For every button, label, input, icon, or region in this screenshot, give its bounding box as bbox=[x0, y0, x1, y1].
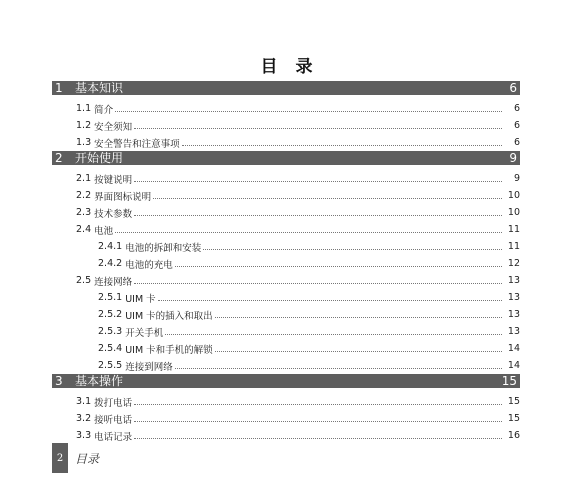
entry-number: 2.5.3 bbox=[98, 326, 123, 337]
toc-entry[interactable] bbox=[52, 170, 520, 187]
entry-title: 电池的拆卸和安装 bbox=[125, 242, 202, 254]
entry-title: 按键说明 bbox=[94, 174, 133, 186]
section-page: 15 bbox=[501, 374, 517, 388]
entry-page: 10 bbox=[507, 190, 520, 201]
page-title: 目 录 bbox=[260, 57, 319, 77]
toc-entry[interactable] bbox=[52, 393, 520, 410]
entry-page: 13 bbox=[507, 309, 520, 320]
dot-leader bbox=[115, 232, 502, 233]
dot-leader bbox=[215, 317, 502, 318]
footer-label: 目录 bbox=[75, 451, 100, 466]
toc-entry[interactable] bbox=[52, 255, 520, 272]
dot-leader bbox=[134, 404, 502, 405]
section-number: 2 bbox=[55, 151, 63, 165]
entry-title: UIM 卡和手机的解锁 bbox=[125, 344, 213, 356]
entry-page: 12 bbox=[507, 258, 520, 269]
entry-page: 9 bbox=[513, 173, 520, 184]
entry-page: 13 bbox=[507, 326, 520, 337]
section-page: 6 bbox=[509, 81, 517, 95]
entry-title: 连接到网络 bbox=[125, 361, 173, 373]
entry-number: 3.3 bbox=[76, 430, 92, 441]
section-title: 基本操作 bbox=[75, 374, 124, 388]
toc-entry[interactable] bbox=[52, 187, 520, 204]
entry-title: 电话记录 bbox=[94, 431, 133, 443]
toc-entry[interactable] bbox=[52, 221, 520, 238]
toc-entry[interactable] bbox=[52, 272, 520, 289]
toc-entry[interactable] bbox=[52, 134, 520, 151]
entry-number: 2.4.1 bbox=[98, 241, 123, 252]
table-of-contents bbox=[52, 81, 520, 444]
entry-title: 电池的充电 bbox=[125, 259, 173, 271]
dot-leader bbox=[134, 181, 502, 182]
entry-number: 1.2 bbox=[76, 120, 92, 131]
entry-title: 界面图标说明 bbox=[94, 191, 152, 203]
dot-leader bbox=[175, 266, 502, 267]
toc-entry[interactable] bbox=[52, 427, 520, 444]
toc-entry[interactable] bbox=[52, 289, 520, 306]
entry-title: 接听电话 bbox=[94, 414, 133, 426]
dot-leader bbox=[158, 300, 502, 301]
toc-section-header[interactable] bbox=[52, 151, 520, 165]
section-number: 3 bbox=[55, 374, 63, 388]
entry-number: 2.5.4 bbox=[98, 343, 123, 354]
section-title: 基本知识 bbox=[75, 81, 124, 95]
entry-title: 电池 bbox=[94, 225, 114, 237]
dot-leader bbox=[203, 249, 502, 250]
toc-entry[interactable] bbox=[52, 306, 520, 323]
dot-leader bbox=[153, 198, 502, 199]
entry-number: 1.1 bbox=[76, 103, 92, 114]
dot-leader bbox=[134, 421, 502, 422]
entry-title: UIM 卡 bbox=[125, 293, 156, 305]
entry-page: 11 bbox=[507, 224, 520, 235]
entry-title: 拨打电话 bbox=[94, 397, 133, 409]
entry-title: 开关手机 bbox=[125, 327, 164, 339]
dot-leader bbox=[115, 111, 502, 112]
entry-number: 2.5 bbox=[76, 275, 92, 286]
toc-entry[interactable] bbox=[52, 100, 520, 117]
dot-leader bbox=[134, 283, 502, 284]
section-title: 开始使用 bbox=[75, 151, 124, 165]
entry-page: 6 bbox=[513, 120, 520, 131]
section-number: 1 bbox=[55, 81, 63, 95]
entry-page: 15 bbox=[507, 396, 520, 407]
toc-section-header[interactable] bbox=[52, 81, 520, 95]
entry-number: 2.5.1 bbox=[98, 292, 123, 303]
entry-number: 2.1 bbox=[76, 173, 92, 184]
entry-title: UIM 卡的插入和取出 bbox=[125, 310, 213, 322]
toc-entry[interactable] bbox=[52, 204, 520, 221]
toc-entry[interactable] bbox=[52, 323, 520, 340]
entry-page: 15 bbox=[507, 413, 520, 424]
dot-leader bbox=[175, 368, 502, 369]
entry-page: 11 bbox=[507, 241, 520, 252]
entry-page: 13 bbox=[507, 292, 520, 303]
entry-page: 16 bbox=[507, 430, 520, 441]
entry-page: 14 bbox=[507, 343, 520, 354]
dot-leader bbox=[165, 334, 502, 335]
section-page: 9 bbox=[509, 151, 517, 165]
entry-page: 14 bbox=[507, 360, 520, 371]
page-number: 2 bbox=[52, 443, 68, 473]
dot-leader bbox=[215, 351, 502, 352]
dot-leader bbox=[134, 438, 502, 439]
dot-leader bbox=[182, 145, 502, 146]
entry-number: 3.1 bbox=[76, 396, 92, 407]
entry-page: 13 bbox=[507, 275, 520, 286]
toc-section-header[interactable] bbox=[52, 374, 520, 388]
dot-leader bbox=[134, 215, 502, 216]
entry-page: 10 bbox=[507, 207, 520, 218]
toc-entry[interactable] bbox=[52, 238, 520, 255]
entry-title: 安全警告和注意事项 bbox=[94, 138, 180, 150]
entry-title: 安全须知 bbox=[94, 121, 133, 133]
entry-number: 2.5.2 bbox=[98, 309, 123, 320]
entry-number: 1.3 bbox=[76, 137, 92, 148]
entry-title: 连接网络 bbox=[94, 276, 133, 288]
entry-title: 技术参数 bbox=[94, 208, 133, 220]
toc-entry[interactable] bbox=[52, 340, 520, 357]
entry-page: 6 bbox=[513, 137, 520, 148]
entry-number: 3.2 bbox=[76, 413, 92, 424]
entry-number: 2.4.2 bbox=[98, 258, 123, 269]
entry-number: 2.2 bbox=[76, 190, 92, 201]
page-footer bbox=[52, 443, 99, 473]
entry-number: 2.4 bbox=[76, 224, 92, 235]
entry-number: 2.3 bbox=[76, 207, 92, 218]
dot-leader bbox=[134, 128, 502, 129]
entry-number: 2.5.5 bbox=[98, 360, 123, 371]
entry-page: 6 bbox=[513, 103, 520, 114]
toc-entry[interactable] bbox=[52, 357, 520, 374]
entry-title: 简介 bbox=[94, 104, 114, 116]
toc-entry[interactable] bbox=[52, 117, 520, 134]
toc-entry[interactable] bbox=[52, 410, 520, 427]
